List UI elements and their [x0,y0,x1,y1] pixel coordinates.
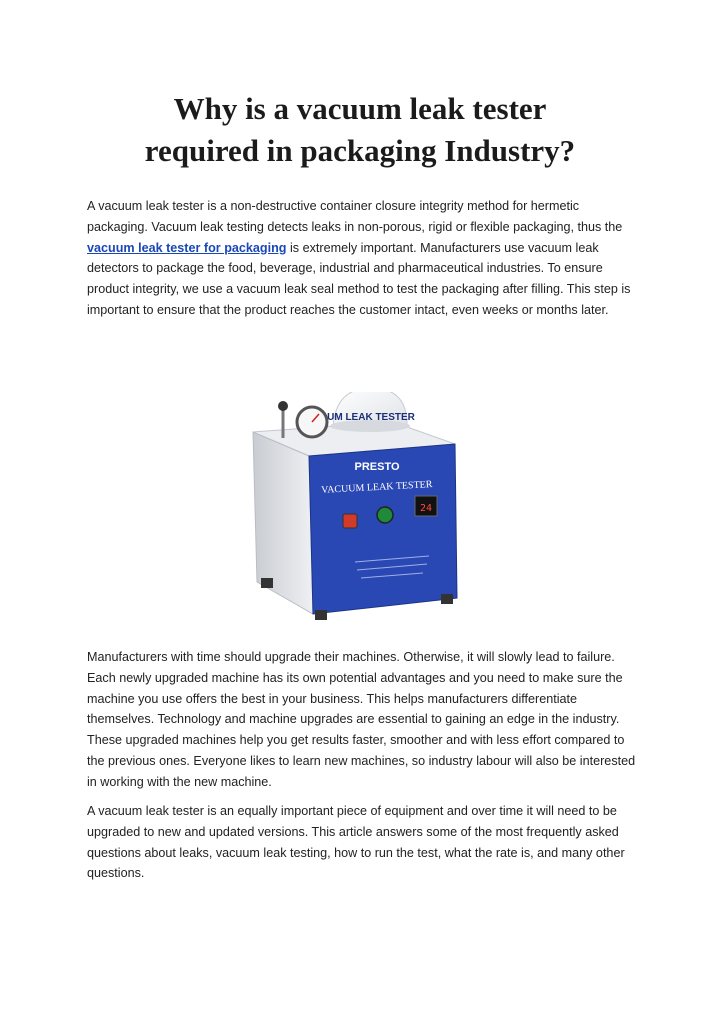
intro-text-before-link: A vacuum leak tester is a non-destructive container closure integrity method for hermetic packaging. Vacuum leak testing detects leaks in non-porous, rigid or flexible packaging, thus the [87,199,623,234]
vacuum-leak-tester-link[interactable]: vacuum leak tester for packaging [87,240,287,255]
dome-label: UM LEAK TESTER [327,412,415,423]
machine-illustration [243,392,473,624]
panel-label: VACUUM LEAK TESTER [321,479,433,496]
timer-display-value: 24 [419,503,433,514]
title-line-1: Why is a vacuum leak tester [173,91,547,126]
vacuum-leak-tester-photo [243,392,473,624]
brand-logo-text: PRESTO [354,461,400,473]
red-switch [343,514,357,528]
intro-text-after-link: is extremely important. Manufacturers use vacuum leak detectors to package the food, beverage, industrial and pharmaceutical industries. To ensure product integrity, we use a vacuum leak seal method to test the packaging after filling. This step is important to ensure that the product reaches the customer intact, even weeks or months later. [87,240,631,317]
intro-paragraph [87,196,639,321]
faq-intro-paragraph: A vacuum leak tester is an equally important piece of equipment and over time it will need to be upgraded to new and updated versions. This article answers some of the most frequently asked questions about leaks, vacuum leak testing, how to run the test, what the rate is, and many other questions. [87,804,625,881]
page-title [60,88,660,172]
title-line-2: required in packaging Industry? [144,133,576,168]
upgrade-paragraph: Manufacturers with time should upgrade their machines. Otherwise, it will slowly lead to failure. Each newly upgraded machine has its own potential advantages and you need to make sure the machine you use offers the best in your business. This helps manufacturers differentiate themselves. Technology and machine upgrades are essential to gaining an edge in the industry. These upgraded machines help you get results faster, smoother and with less effort compared to the previous ones. Everyone likes to learn new machines, so industry labour will also be interested in working with the new machine. [87,650,636,789]
green-button [377,507,393,523]
